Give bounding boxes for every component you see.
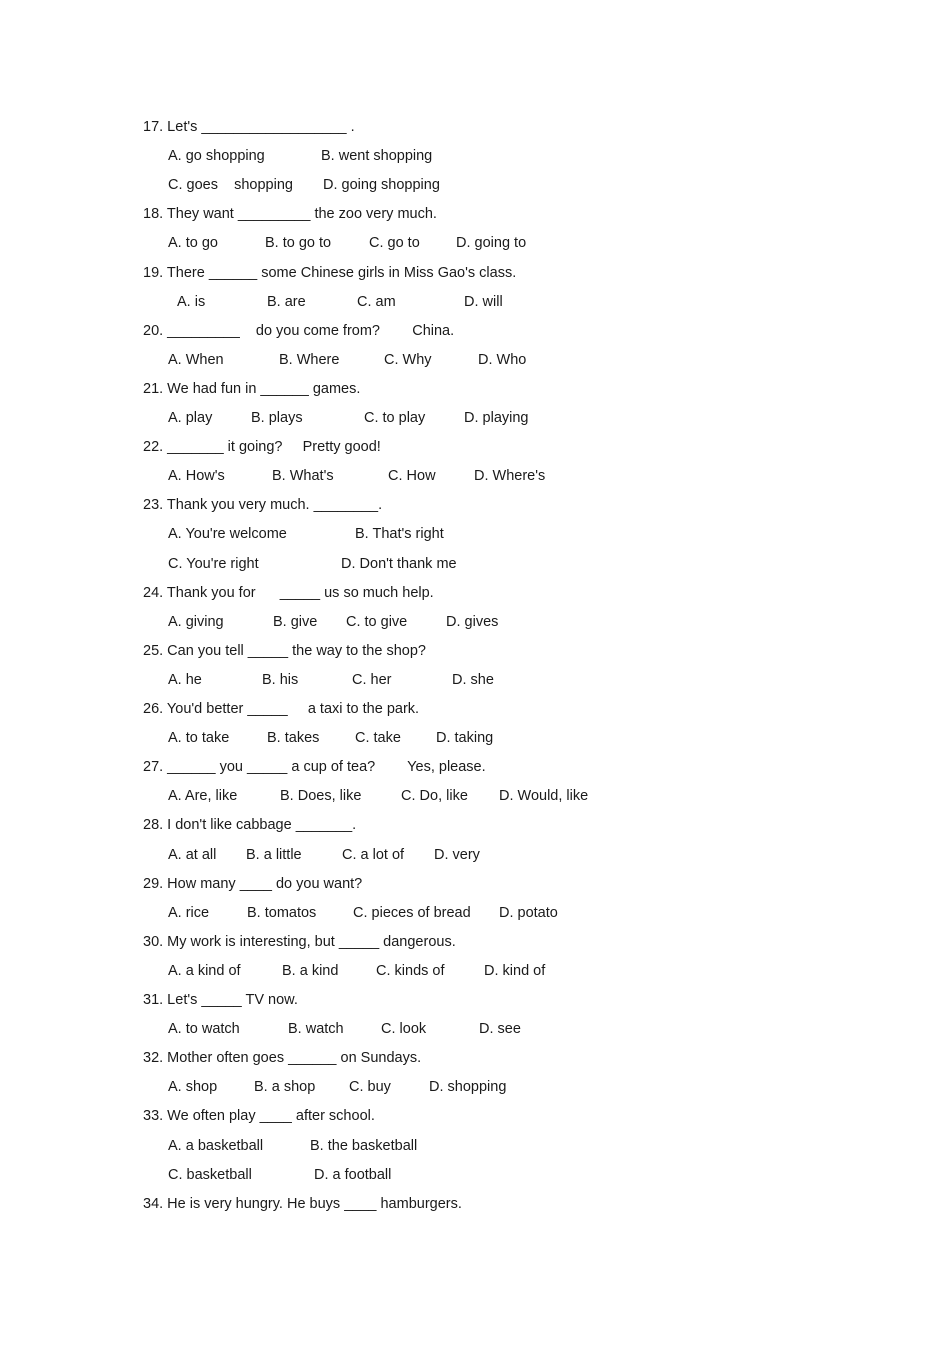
- answer-option: C. Why: [384, 351, 432, 368]
- question-stem: 26. You'd better _____ a taxi to the park.: [143, 701, 420, 717]
- answer-option: A. he: [168, 671, 202, 688]
- answer-option: D. very: [434, 846, 480, 863]
- answer-option: B. tomatos: [247, 904, 317, 921]
- answer-option: C. Do, like: [401, 788, 468, 805]
- answer-option: D. gives: [446, 613, 499, 630]
- question-stem: 23. Thank you very much. ________.: [143, 497, 383, 514]
- answer-option: B. Where: [279, 351, 340, 368]
- answer-option: C. pieces of bread: [353, 904, 471, 921]
- question-stem: 31. Let's _____ TV now.: [143, 992, 298, 1008]
- answer-option: D. kind of: [484, 962, 546, 979]
- question-stem: 22. _______ it going? Pretty good!: [143, 439, 381, 456]
- answer-option: C. You're right: [168, 555, 259, 572]
- answer-option: B. Does, like: [280, 788, 362, 805]
- answer-option: C. her: [352, 671, 392, 688]
- answer-option: D. Don't thank me: [341, 555, 457, 572]
- answer-option: A. a kind of: [168, 962, 241, 979]
- answer-option: D. a football: [314, 1166, 392, 1183]
- question-stem: 25. Can you tell _____ the way to the shop?: [143, 642, 426, 659]
- answer-option: B. That's right: [355, 526, 444, 543]
- answer-option: B. the basketball: [310, 1137, 418, 1154]
- answer-option: D. will: [464, 293, 503, 310]
- answer-option: A. You're welcome: [168, 526, 287, 543]
- answer-option: B. his: [262, 671, 299, 688]
- answer-option: D. Would, like: [499, 788, 589, 805]
- answer-option: C. goes shopping: [168, 177, 293, 194]
- question-stem: 28. I don't like cabbage _______.: [143, 817, 357, 834]
- answer-option: C. take: [355, 730, 401, 747]
- answer-option: C. How: [388, 468, 436, 485]
- question-stem: 33. We often play ____ after school.: [143, 1108, 375, 1125]
- answer-option: C. basketball: [168, 1166, 252, 1183]
- answer-option: C. buy: [349, 1079, 391, 1096]
- answer-option: A. to watch: [168, 1021, 240, 1038]
- answer-option: C. kinds of: [376, 962, 445, 979]
- question-stem: 19. There ______ some Chinese girls in Miss Gao's class.: [143, 264, 517, 281]
- answer-option: D. see: [479, 1021, 521, 1038]
- answer-option: B. watch: [288, 1021, 344, 1038]
- question-stem: 24. Thank you for _____ us so much help.: [143, 584, 434, 601]
- answer-option: A. to go: [168, 235, 218, 252]
- answer-option: C. to play: [364, 410, 426, 426]
- answer-option: D. going to: [456, 235, 527, 252]
- answer-option: A. go shopping: [168, 148, 265, 165]
- answer-option: A. How's: [168, 468, 225, 485]
- answer-option: B. a shop: [254, 1079, 316, 1096]
- answer-option: A. to take: [168, 730, 230, 747]
- answer-option: A. play: [168, 410, 213, 426]
- answer-option: A. rice: [168, 904, 210, 921]
- answer-option: B. What's: [272, 468, 334, 485]
- answer-option: D. Who: [478, 351, 527, 368]
- question-stem: 32. Mother often goes ______ on Sundays.: [143, 1050, 422, 1067]
- answer-option: A. a basketball: [168, 1137, 264, 1154]
- answer-option: B. are: [267, 293, 306, 310]
- question-stem: 34. He is very hungry. He buys ____ hamburgers.: [143, 1195, 462, 1212]
- answer-option: A. shop: [168, 1079, 218, 1096]
- answer-option: C. to give: [346, 613, 408, 630]
- answer-option: B. a kind: [282, 962, 339, 979]
- answer-option: D. Where's: [474, 468, 546, 485]
- answer-option: D. she: [452, 671, 494, 688]
- answer-option: B. takes: [267, 730, 320, 747]
- answer-option: B. to go to: [265, 235, 332, 252]
- answer-option: A. at all: [168, 846, 217, 863]
- answer-option: C. go to: [369, 235, 420, 252]
- answer-option: C. a lot of: [342, 846, 405, 863]
- answer-option: D. potato: [499, 904, 558, 921]
- answer-option: A. is: [177, 293, 206, 310]
- answer-option: D. playing: [464, 410, 529, 426]
- answer-option: D. taking: [436, 730, 494, 747]
- question-stem: 20. _________ do you come from? China.: [143, 322, 455, 339]
- answer-option: B. plays: [251, 410, 303, 426]
- answer-option: A. giving: [168, 613, 224, 630]
- answer-option: D. shopping: [429, 1079, 507, 1096]
- answer-option: B. a little: [246, 846, 302, 863]
- answer-option: A. Are, like: [168, 788, 238, 805]
- question-stem: 18. They want _________ the zoo very much.: [143, 206, 437, 223]
- answer-option: A. When: [168, 351, 224, 368]
- answer-option: D. going shopping: [323, 177, 440, 194]
- answer-option: C. am: [357, 293, 396, 310]
- question-stem: 30. My work is interesting, but _____ dangerous.: [143, 933, 456, 950]
- answer-option: C. look: [381, 1021, 427, 1038]
- question-stem: 17. Let's __________________ .: [143, 119, 355, 135]
- question-stem: 21. We had fun in ______ games.: [143, 380, 361, 397]
- question-stem: 27. ______ you _____ a cup of tea? Yes, please.: [143, 759, 486, 776]
- answer-option: B. give: [273, 613, 318, 630]
- answer-option: B. went shopping: [321, 148, 433, 165]
- question-stem: 29. How many ____ do you want?: [143, 875, 363, 892]
